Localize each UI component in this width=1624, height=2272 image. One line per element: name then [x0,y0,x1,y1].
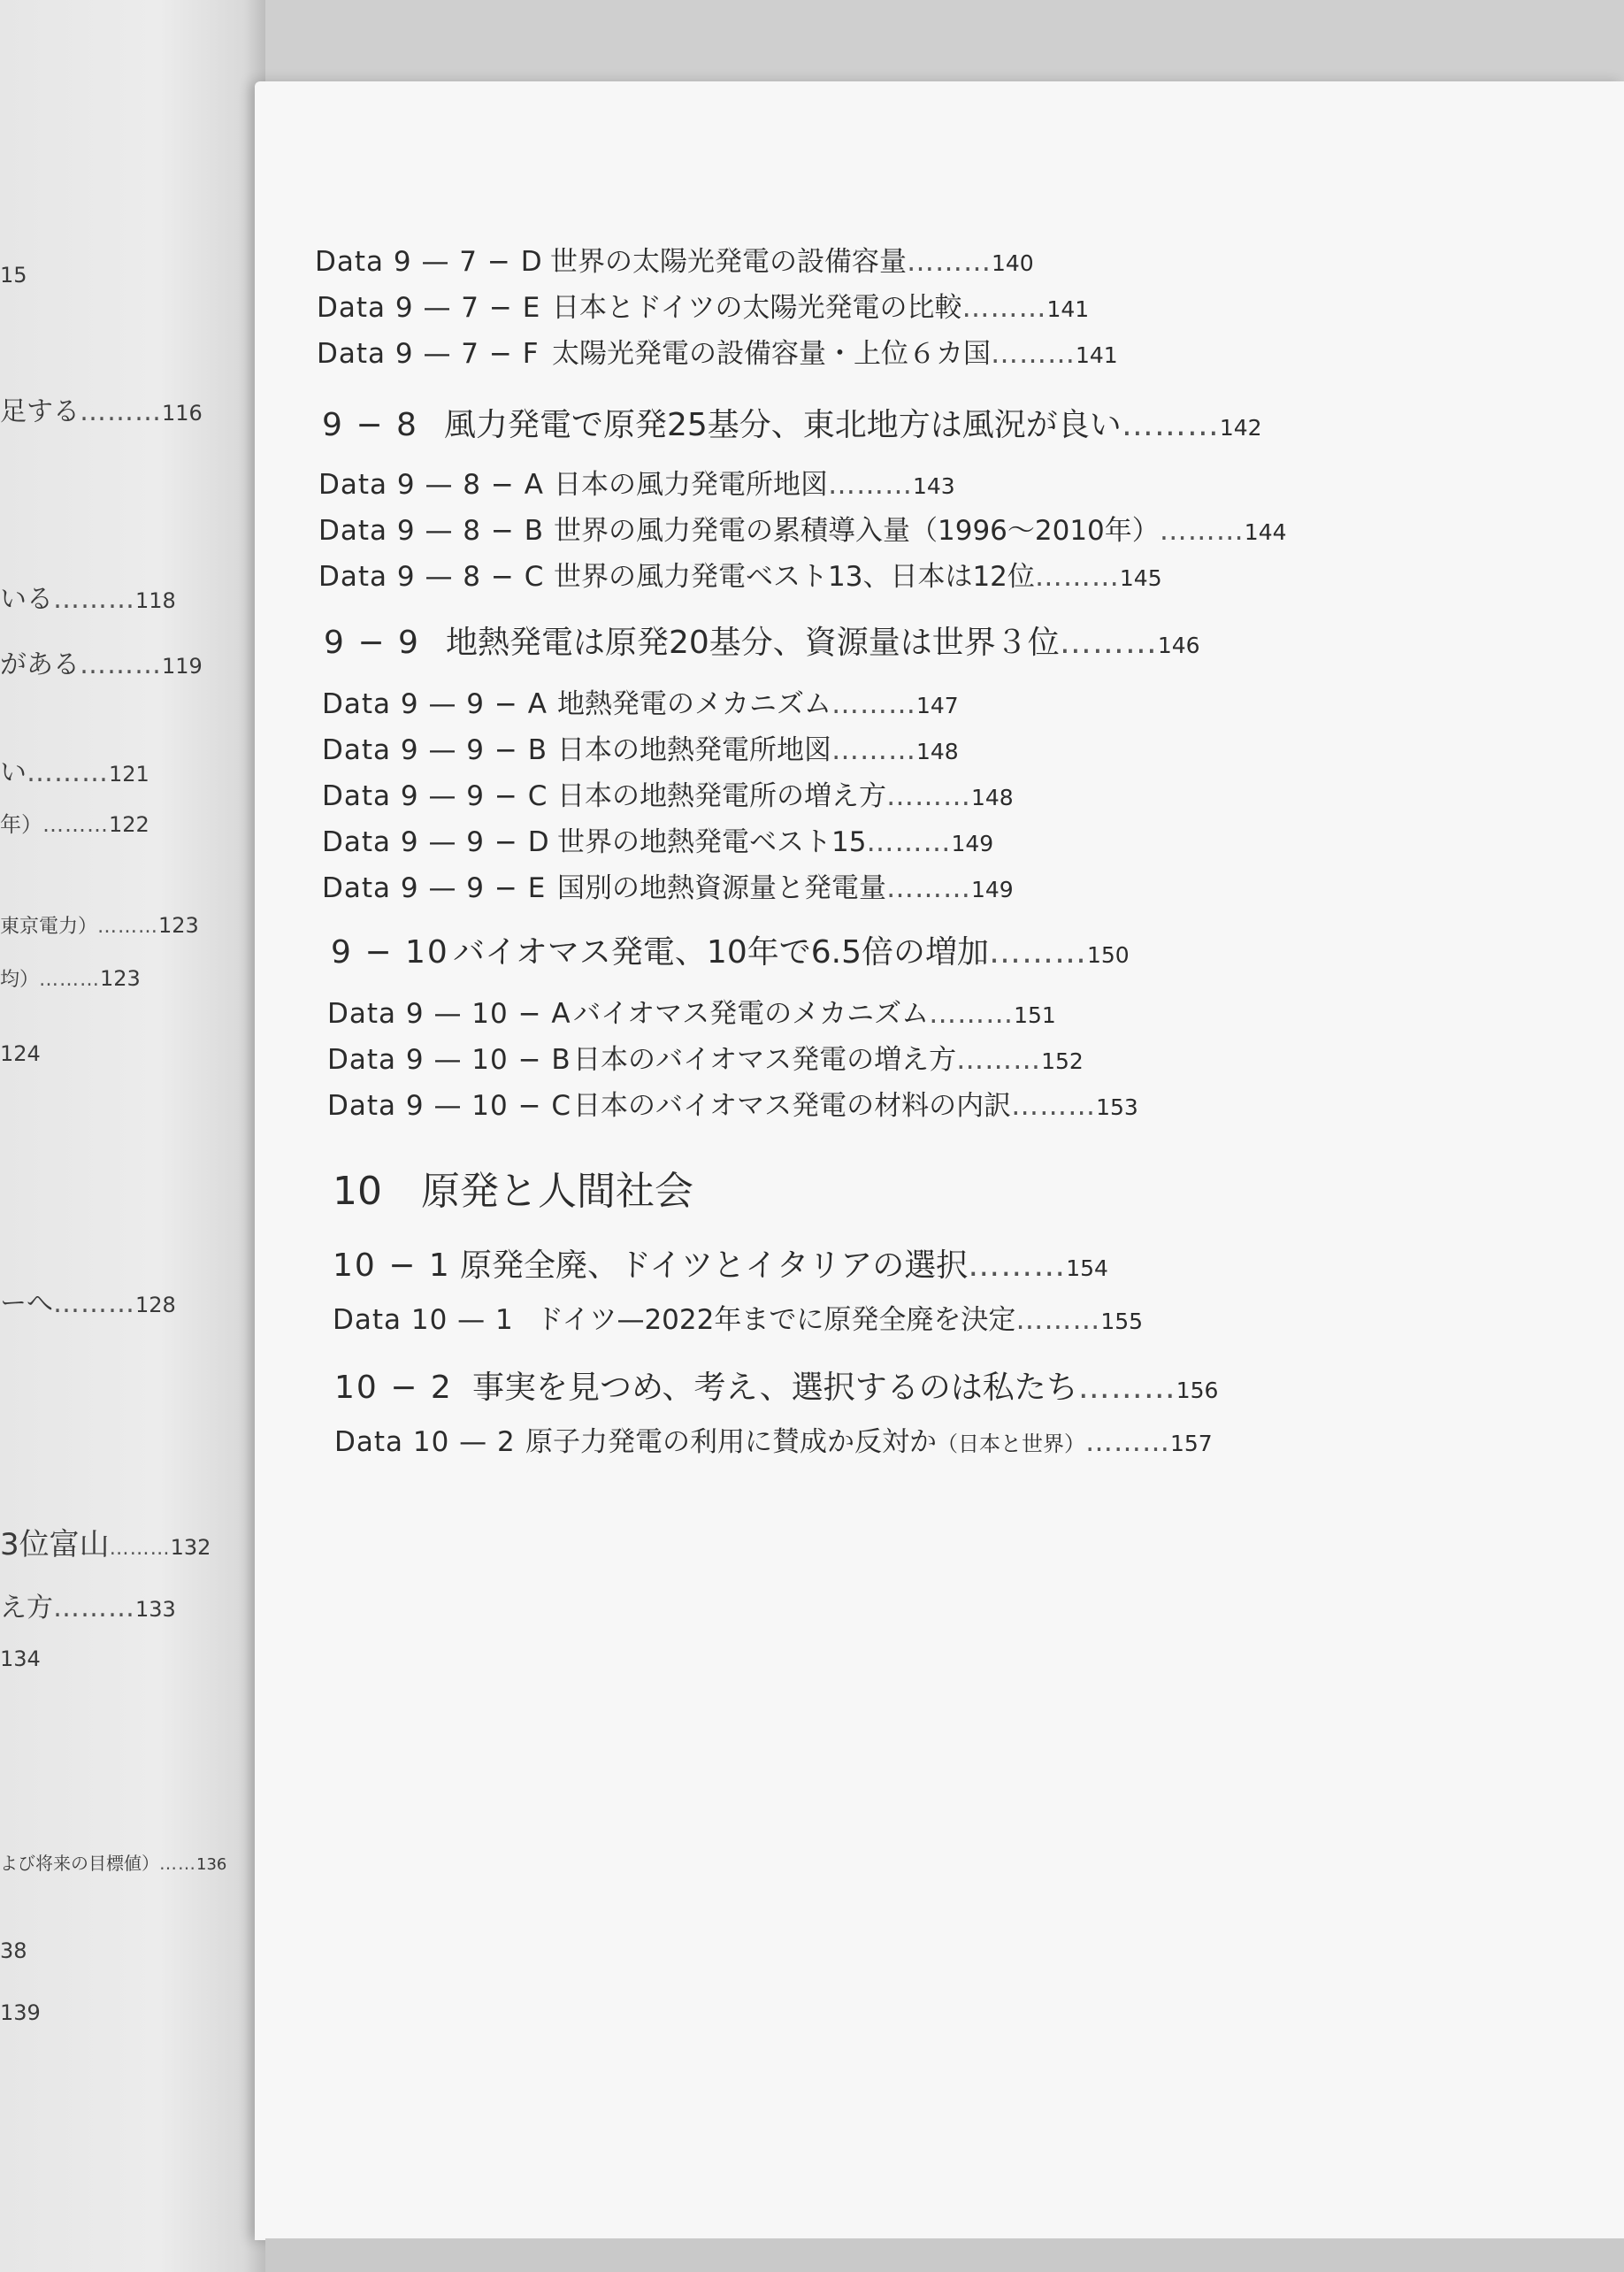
left-fragment: 足する………116 [0,396,203,427]
left-fragment: 15 [0,263,27,288]
toc-section-entry: 10 − 2 事実を見つめ、考え、選択するのは私たち………156 [334,1370,1219,1406]
table-of-contents-page [255,81,1624,2240]
toc-data-entry: Data 9 — 7 − F 太陽光発電の設備容量・上位６カ国………141 [317,338,1118,370]
toc-section-entry: 9 − 8 風力発電で原発25基分、東北地方は風況が良い………142 [322,407,1262,443]
surface-edge [265,2238,1624,2272]
left-fragment: ーへ………128 [0,1288,176,1319]
toc-data-entry: Data 9 — 7 − E 日本とドイツの太陽光発電の比較………141 [317,292,1090,324]
toc-data-entry: Data 9 — 9 − B 日本の地熱発電所地図………148 [322,734,959,766]
toc-section-entry: 9 − 9 地熱発電は原発20基分、資源量は世界３位………146 [324,625,1200,661]
left-fragment: 134 [0,1646,41,1671]
left-fragment: 均）………123 [0,966,141,991]
left-fragment: がある………119 [0,649,203,680]
left-fragment: い………121 [0,757,149,788]
toc-data-entry: Data 9 — 9 − D 世界の地熱発電ベスト15………149 [322,826,994,858]
toc-data-entry: Data 9 — 8 − C 世界の風力発電ベスト13、日本は12位………145 [318,561,1162,593]
toc-data-entry: Data 9 — 10 − B日本のバイオマス発電の増え方………152 [327,1044,1084,1076]
left-fragment: 124 [0,1041,41,1066]
left-fragment: 139 [0,2000,41,2025]
left-fragment: 東京電力）………123 [0,913,199,938]
left-fragment: いる………118 [0,584,176,615]
left-fragment: え方………133 [0,1593,176,1623]
toc-data-entry: Data 9 — 9 − C 日本の地熱発電所の増え方………148 [322,780,1014,812]
toc-data-entry: Data 10 — 1 ドイツ—2022年までに原発全廃を決定………155 [333,1304,1144,1336]
left-fragment: よび将来の目標値）……136 [0,1853,227,1874]
toc-data-entry: Data 9 — 7 − D 世界の太陽光発電の設備容量………140 [315,246,1034,278]
toc-section-entry: 9 − 10 バイオマス発電、10年で6.5倍の増加………150 [331,934,1130,971]
toc-data-entry: Data 9 — 9 − A 地熱発電のメカニズム………147 [322,688,959,720]
toc-data-entry: Data 10 — 2 原子力発電の利用に賛成か反対か（日本と世界）………157 [334,1426,1213,1458]
table-of-contents [255,81,1624,2240]
toc-section-entry: 10 − 1 原発全廃、ドイツとイタリアの選択………154 [333,1247,1108,1284]
toc-chapter-heading: 10 原発と人間社会 [333,1169,693,1214]
left-fragment: 3位富山………132 [0,1527,211,1562]
toc-data-entry: Data 9 — 10 − Aバイオマス発電のメカニズム………151 [327,998,1056,1030]
toc-data-entry: Data 9 — 8 − B 世界の風力発電の累積導入量（1996〜2010年）………144 [318,515,1287,547]
left-facing-page [0,0,265,2272]
toc-data-entry: Data 9 — 9 − E 国別の地熱資源量と発電量………149 [322,872,1014,904]
left-fragment: 38 [0,1938,27,1963]
toc-data-entry: Data 9 — 8 − A 日本の風力発電所地図………143 [318,469,955,501]
left-fragment: 年）………122 [0,812,149,837]
toc-data-entry: Data 9 — 10 − C日本のバイオマス発電の材料の内訳………153 [327,1090,1138,1122]
